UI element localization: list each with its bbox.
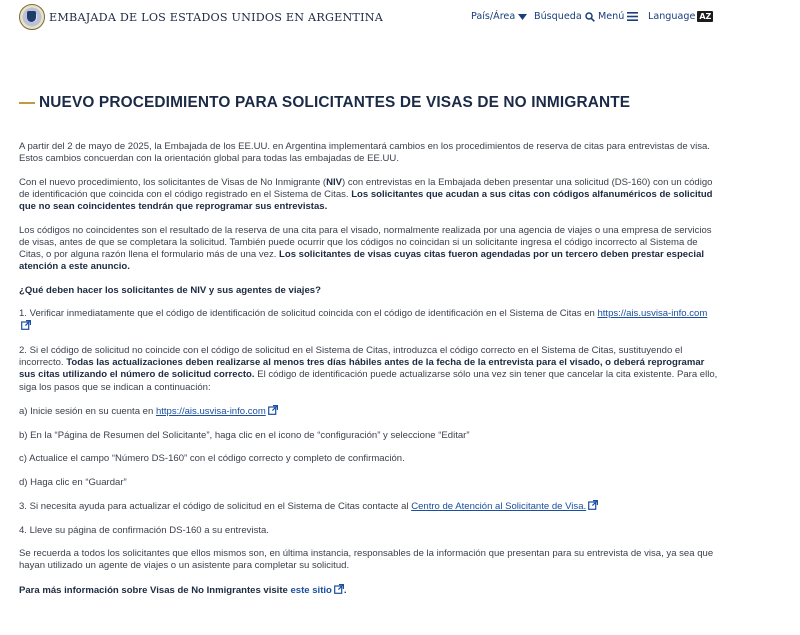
question-heading: ¿Qué deben hacer los solicitantes de NIV y sus agentes de viajes? (19, 284, 321, 296)
external-link-icon (21, 320, 31, 330)
language-button[interactable] (648, 11, 713, 22)
step-4: 4. Lleve su página de confirmación DS-160 a su entrevista. (19, 524, 269, 536)
procedure-paragraph: Con el nuevo procedimiento, los solicitantes de Visas de No Inmigrante (NIV) con entrevistas en la Embajada deben presentar una solicitud (DS-160) con un código de identificación que coincida con el código registrado en el Sistema de Citas. Los solicitantes que acudan a sus citas con códigos alfanuméricos de solicitud que no sean coincidentes tendrán que reprogramar sus entrevistas. (19, 176, 713, 213)
step-a: a) Inicie sesión en su cuenta en https://ais.usvisa-info.com (19, 405, 719, 418)
step-1: 1. Verificar inmediatamente que el código de identificación de solicitud coincida con el código de identificación en el Sistema de Citas en https://ais.usvisa-info.com (19, 308, 719, 333)
caret-down-icon (518, 14, 527, 20)
article-body (19, 141, 719, 608)
visa-support-center-link[interactable]: Centro de Atención al Solicitante de Visa. (411, 501, 587, 513)
search-icon (585, 12, 595, 22)
usvisa-info-link[interactable]: https://ais.usvisa-info.com (155, 406, 266, 418)
hamburger-icon (627, 12, 638, 21)
usvisa-info-link[interactable]: https://ais.usvisa-info.com (597, 308, 708, 320)
external-link-icon (268, 405, 278, 415)
country-area-label: País/Área (471, 11, 516, 22)
step-2: 2. Si el código de solicitud no coincide con el código de solicitud en el Sistema de Citas, introduzca el código correcto en el Sistema de Citas, sustituyendo el incorrecto. Todas las actualizaciones deben realizarse al menos tres días hábiles antes de la fecha de la entrevista para el visado, o deberá reprogramar sus citas utilizando el número de solicitud correcto. El código de identificación puede actualizarse sólo una vez sin tener que cancelar la cita existente. Para ello, siga los pasos que se indican a continuación: (19, 344, 718, 393)
step-b: b) En la “Página de Resumen del Solicitante”, haga clic en el icono de “configuración” y seleccione “Editar” (19, 429, 470, 441)
search-label: Búsqueda (534, 11, 582, 22)
mismatch-paragraph: Los códigos no coincidentes son el resultado de la reserva de una cita para el visado, normalmente realizada por una agencia de viajes o una empresa de servicios de visas, antes de que se completara la solicitud. También puede ocurrir que los códigos no coincidan si un solicitante ingresa el código incorrecto al Sistema de Citas, o por alguna razón llena el formulario más de una vez. Los solicitantes de visas cuyas citas fueron agendadas por un tercero deben prestar especial atención a este anuncio. (19, 224, 712, 273)
more-info-link[interactable]: este sitio (290, 584, 332, 596)
embassy-name[interactable]: EMBAJADA DE LOS ESTADOS UNIDOS EN ARGENTINA (49, 11, 383, 24)
menu-label: Menú (598, 11, 625, 22)
intro-paragraph: A partir del 2 de mayo de 2025, la Embajada de los EE.UU. en Argentina implementará cambios en los procedimientos de reserva de citas para entrevistas de visa. Estos cambios concuerdan con la orientación global para todas las embajadas de EE.UU. (19, 141, 710, 165)
site-header (0, 0, 800, 36)
menu-button[interactable] (598, 11, 638, 22)
embassy-seal[interactable] (19, 4, 45, 30)
step-d: d) Haga clic en “Guardar” (19, 476, 127, 488)
language-label: Language (648, 11, 696, 22)
responsibility-paragraph: Se recuerda a todos los solicitantes que ellos mismos son, en última instancia, responsables de la información que presentan para su entrevista de visa, ya sea que hayan utilizado un agente de viajes o un asistente para completar su solicitud. (19, 548, 714, 572)
translate-icon: AZ (699, 12, 712, 21)
more-info: Para más información sobre Visas de No Inmigrantes visite este sitio . (19, 584, 347, 596)
search-button[interactable] (534, 11, 595, 22)
step-c: c) Actualice el campo “Número DS-160” con el código correcto y completo de confirmación. (19, 453, 405, 465)
external-link-icon (334, 584, 344, 594)
step-3: 3. Si necesita ayuda para actualizar el código de solicitud en el Sistema de Citas contacte al Centro de Atención al Solicitante de Visa. (19, 500, 719, 513)
page-title: NUEVO PROCEDIMIENTO PARA SOLICITANTES DE VISAS DE NO INMIGRANTE (39, 94, 631, 111)
country-area-menu[interactable] (471, 11, 527, 22)
external-link-icon (588, 500, 598, 510)
title-accent-rule (19, 102, 35, 104)
